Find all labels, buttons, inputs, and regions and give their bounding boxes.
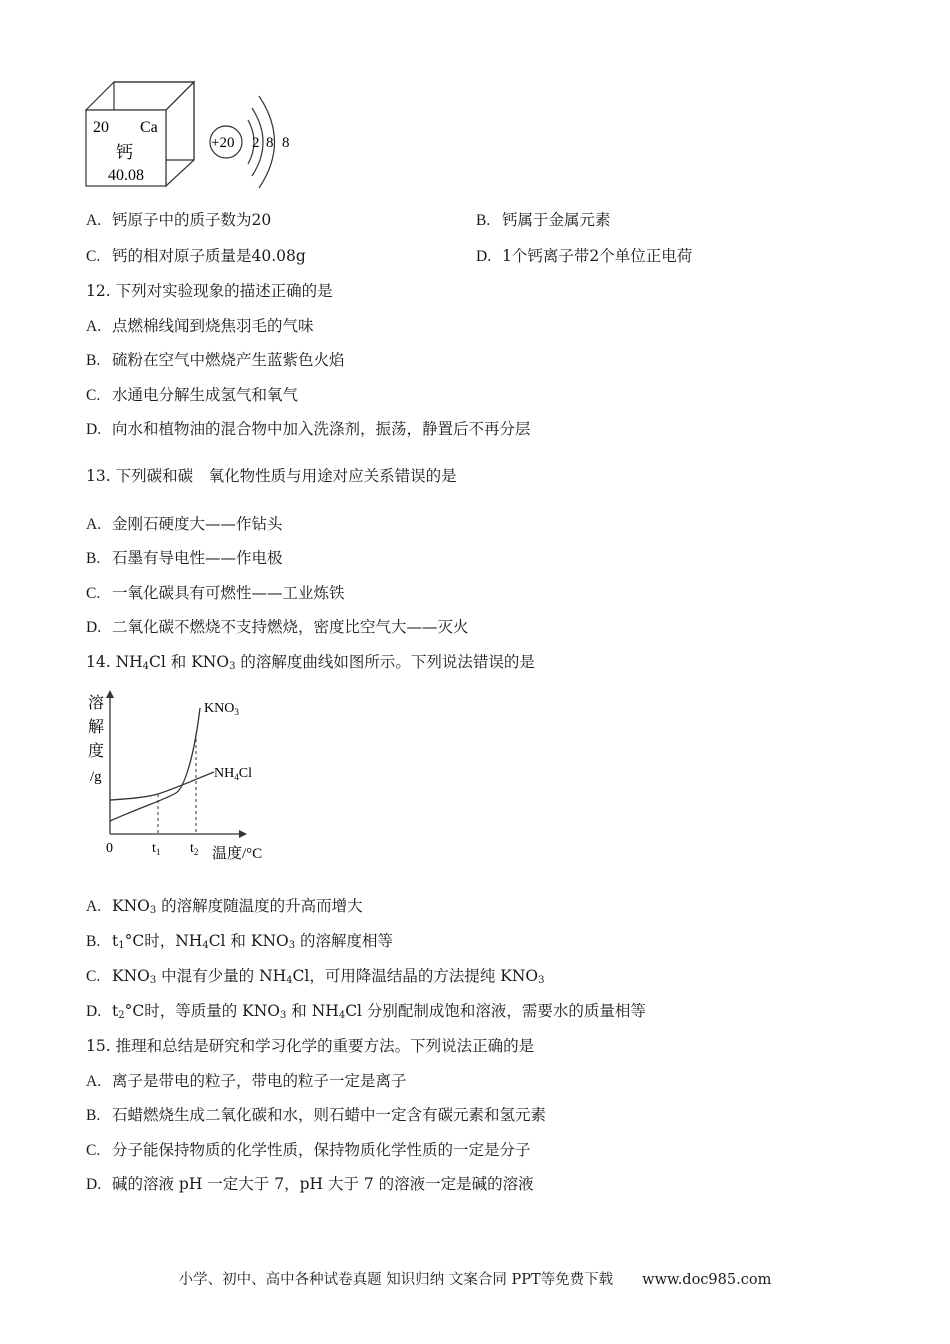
q12-option-d: D. 向水和植物油的混合物中加入洗涤剂，振荡，静置后不再分层	[86, 420, 531, 438]
q13-option-a: A. 金刚石硬度大——作钻头	[86, 515, 283, 533]
y-axis-char-4: /g	[90, 769, 102, 785]
kno3-label: $KNO_3$	[204, 701, 239, 717]
q12-option-a: A. 点燃棉线闻到烧焦羽毛的气味	[86, 317, 314, 335]
q15-option-c: C. 分子能保持物质的化学性质，保持物质化学性质的一定是分子	[86, 1141, 531, 1159]
element-number: 20	[93, 119, 109, 136]
q14-option-c: C. $KNO_3$ 中混有少量的 $NH_4Cl$，可用降温结晶的方法提纯 $KNO_3$	[86, 967, 545, 986]
q12-option-c: C. 水通电分解生成氢气和氧气	[86, 386, 299, 404]
q13-option-c: C. 一氧化碳具有可燃性——工业炼铁	[86, 584, 345, 602]
q11-option-a: A. 钙原子中的质子数为20	[86, 211, 272, 229]
q11-option-d: D. 1个钙离子带2个单位正电荷	[476, 247, 693, 265]
q11-option-b: B. 钙属于金属元素	[476, 211, 611, 229]
y-axis-char-2: 解	[88, 719, 105, 736]
nh4cl-curve	[110, 772, 214, 800]
y-axis-arrow	[106, 690, 114, 698]
kno3-curve	[110, 708, 200, 821]
q14-stem: 14. $NH_4Cl$ 和 $KNO_3$ 的溶解度曲线如图所示。下列说法错误的是	[86, 653, 535, 672]
q14-option-a: A. $KNO_3$ 的溶解度随温度的升高而增大	[86, 897, 363, 916]
element-mass: 40.08	[108, 167, 144, 184]
nucleus-charge: +20	[211, 135, 235, 151]
q15-option-a: A. 离子是带电的粒子，带电的粒子一定是离子	[86, 1072, 407, 1090]
q14-option-d: D. $t_2^\circ C$时，等质量的 $KNO_3$ 和 $NH_4Cl$ 分别配制成饱和溶液，需要水的质量相等	[86, 1002, 646, 1021]
page-footer: 小学、初中、高中各种试卷真题 知识归纳 文案合同 PPT等免费下载 www.doc985.com	[178, 1272, 772, 1288]
solubility-curve-chart	[84, 688, 274, 864]
x-axis-label: 温度/°C	[212, 846, 263, 862]
y-axis-char-3: 度	[88, 743, 105, 760]
y-axis-char-1: 溶	[88, 695, 105, 712]
q15-stem: 15. 推理和总结是研究和学习化学的重要方法。下列说法正确的是	[86, 1037, 535, 1055]
calcium-element-figure	[84, 80, 304, 195]
t2-label: $t_2$	[190, 841, 199, 857]
x-axis-arrow	[239, 830, 247, 838]
nh4cl-label: $NH_4Cl$	[214, 766, 252, 782]
shell-3-electrons: 8	[282, 135, 290, 151]
q13-stem: 13. 下列碳和碳 氧化物性质与用途对应关系错误的是	[86, 467, 457, 485]
element-name: 钙	[116, 143, 133, 162]
q15-option-d: D. 碱的溶液 pH 一定大于 7，pH 大于 7 的溶液一定是碱的溶液	[86, 1175, 534, 1193]
element-symbol: Ca	[140, 119, 158, 136]
q13-option-d: D. 二氧化碳不燃烧不支持燃烧，密度比空气大——灭火	[86, 618, 469, 636]
t1-label: $t_1$	[152, 841, 161, 857]
q12-stem: 12. 下列对实验现象的描述正确的是	[86, 282, 333, 300]
shell-2-electrons: 8	[266, 135, 274, 151]
q15-option-b: B. 石蜡燃烧生成二氧化碳和水，则石蜡中一定含有碳元素和氢元素	[86, 1106, 547, 1124]
q14-option-b: B. $t_1^\circ C$时，$NH_4Cl$ 和 $KNO_3$ 的溶解度相等	[86, 932, 394, 951]
q11-option-c: C. 钙的相对原子质量是40.08g	[86, 247, 306, 265]
origin-label: 0	[106, 841, 113, 856]
q13-option-b: B. 石墨有导电性——作电极	[86, 549, 283, 567]
q12-option-b: B. 硫粉在空气中燃烧产生蓝紫色火焰	[86, 351, 345, 369]
shell-1-electrons: 2	[252, 135, 260, 151]
